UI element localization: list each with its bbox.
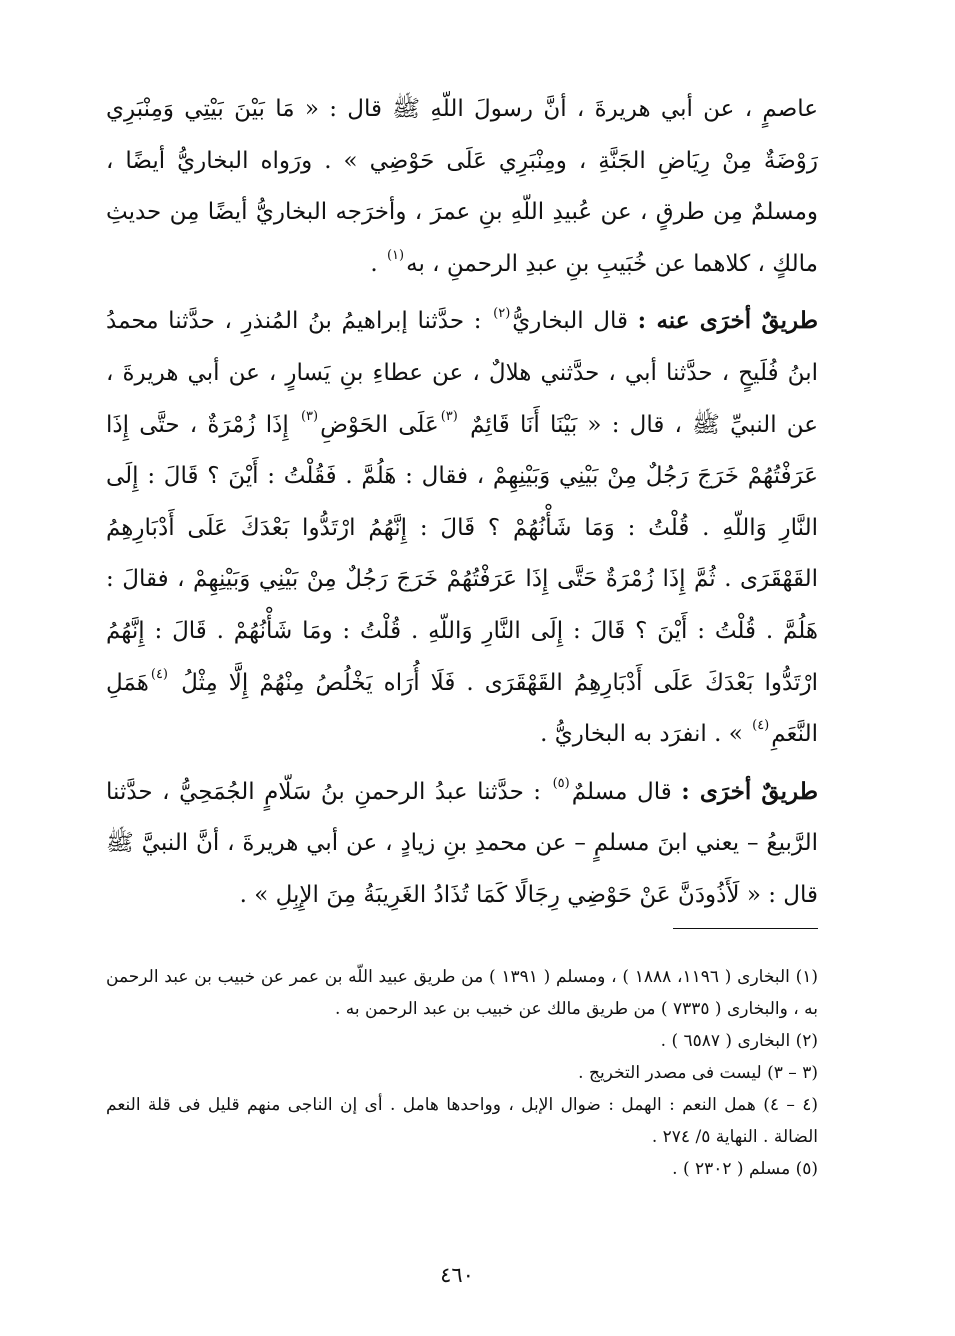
footnotes [106,961,818,1185]
footnote-3: (٣ – ٣) ليست فى مصدر التخريج . [578,1063,818,1083]
paragraph-1 [106,84,818,290]
paragraph-3-text-b: : حدَّثنا عبدُ الرحمنِ بنُ سَلّامٍ الجُمَحِيُّ ، حدَّثنا الرَّبيعُ – يعني ابنَ مسلمٍ – عن محمدِ بنِ زيادٍ ، عن أبي هريرةَ ، أنَّ النبيَّ ﷺ قال : « لَأَذُودَنَّ عَنْ حَوْضِي رِجَالًا كَمَا تُذَادُ الغَرِيبَةُ مِنَ الإِبِلِ » . [106,778,818,908]
footnote-ref-5: (٥) [552,776,570,792]
page-number: ٤٦٠ [440,1263,474,1287]
paragraph-2-text-b: : حدَّثنا إبراهيمُ بنُ المُنذرِ ، حدَّثنا محمدُ ابنُ فُلَيحٍ ، حدَّثنا أبي ، حدَّثني هلالٌ ، عن عطاءِ بنِ يَسارٍ ، عن أبي هريرةَ ، عن النبيِّ ﷺ ، قال : « بَيْنَا أَنَا قَائِمٌ [106,308,819,438]
main-text [106,84,818,922]
paragraph-1-end: . [370,250,378,277]
footnote-4: (٤ – ٤) همل النعم : الهمل : ضوال الإبل ، وواحدها هامل . أى إن الناجى منهم قليل فى قلة النعم الضالة . النهاية ٥/ ٢٧٤ . [106,1095,819,1147]
paragraph-2-text-c: عَلَى الحَوْضِ [320,411,439,438]
paragraph-1-text: عاصمٍ ، عن أبي هريرةَ ، أنَّ رسولَ اللّهِ ﷺ قال : « مَا بَيْنَ بَيْتِي وَمِنْبَرِي رَوْضَةٌ مِنْ رِيَاضِ الجَنَّةِ ، ومِنْبَرِي عَلَى حَوْضِي » . ورَواه البخاريُّ أيضًا ، ومسلمٌ مِن طرقٍ ، عن عُبيدِ اللّهِ بنِ عمرَ ، وأخرَجه البخاريُّ أيضًا مِن حديثِ مالكٍ ، كلاهما عن خُبَيبِ بنِ عبدِ الرحمنِ ، به [106,96,818,277]
paragraph-2-heading: طريقٌ أخرَى عنه : [637,307,819,335]
paragraph-2-text-f: » . انفرَد به البخاريُّ . [540,721,743,748]
footnote-ref-4-close: (٤) [752,718,770,734]
footnote-ref-3-open: (٣) [440,408,458,424]
paragraph-2-text-e: هَمَلِ النَّعَمِ [106,669,818,748]
paragraph-2 [106,295,818,760]
paragraph-2-text-a: قال البخاريُّ [512,308,628,335]
paragraph-2-text-d: إِذَا زُمْرَةٌ ، حتَّى إِذَا عَرَفْتُهُمْ خَرَجَ رَجُلٌ مِنْ بَيْنِي وَبَيْنِهِمْ ، فقال : هَلُمَّ . فَقُلْتُ : أَيْنَ ؟ قَالَ : إِلَى النَّارِ وَاللّهِ . قُلْتُ : وَمَا شَأْنُهُمْ ؟ قَالَ : إِنَّهُمُ ارْتَدُّوا بَعْدَكَ عَلَى أَدْبَارِهِمُ القَهْقَرَى . ثُمَّ إِذَا زُمْرَةٌ حَتَّى إِذَا عَرَفْتُهُمْ خَرَجَ رَجُلٌ مِنْ بَيْنِي وَبَيْنِهِمْ ، فقالَ : هَلُمَّ . قُلْتُ : أَيْنَ ؟ قَالَ : إِلَى النَّارِ وَاللّهِ . قُلْتُ : ومَا شَأْنُهُمْ . قَالَ : إِنَّهُمُ ارْتَدُّوا بَعْدَكَ عَلَى أَدْبَارِهِمُ القَهْقَرَى . فَلَا أُرَاه يَخْلُصُ مِنْهُمْ إِلَّا مِثْلُ [106,411,819,696]
footnote-ref-4-open: (٤) [150,666,168,682]
footnote-2: (٢) البخارى ( ٦٥٨٧ ) . [660,1031,818,1051]
footnote-5: (٥) مسلم ( ٢٣٠٢ ) . [672,1159,818,1179]
footnote-separator [673,928,818,929]
footnote-ref-3-close: (٣) [300,408,319,424]
footnote-ref-2: (٢) [493,305,511,321]
footnote-ref-1: (١) [386,248,405,264]
paragraph-3-text-a: قال مسلمٌ [571,778,672,805]
footnote-1: (١) البخارى ( ١١٩٦، ١٨٨٨ ) ، ومسلم ( ١٣٩١ ) من طريق عبيد اللّه بن عمر عن خبيب بن عبد الرحمن به ، والبخارى ( ٧٣٣٥ ) من طريق مالك عن خبيب بن عبد الرحمن به . [106,967,818,1019]
paragraph-3-heading: طريقٌ أخرَى : [681,777,818,805]
paragraph-3 [106,766,818,922]
